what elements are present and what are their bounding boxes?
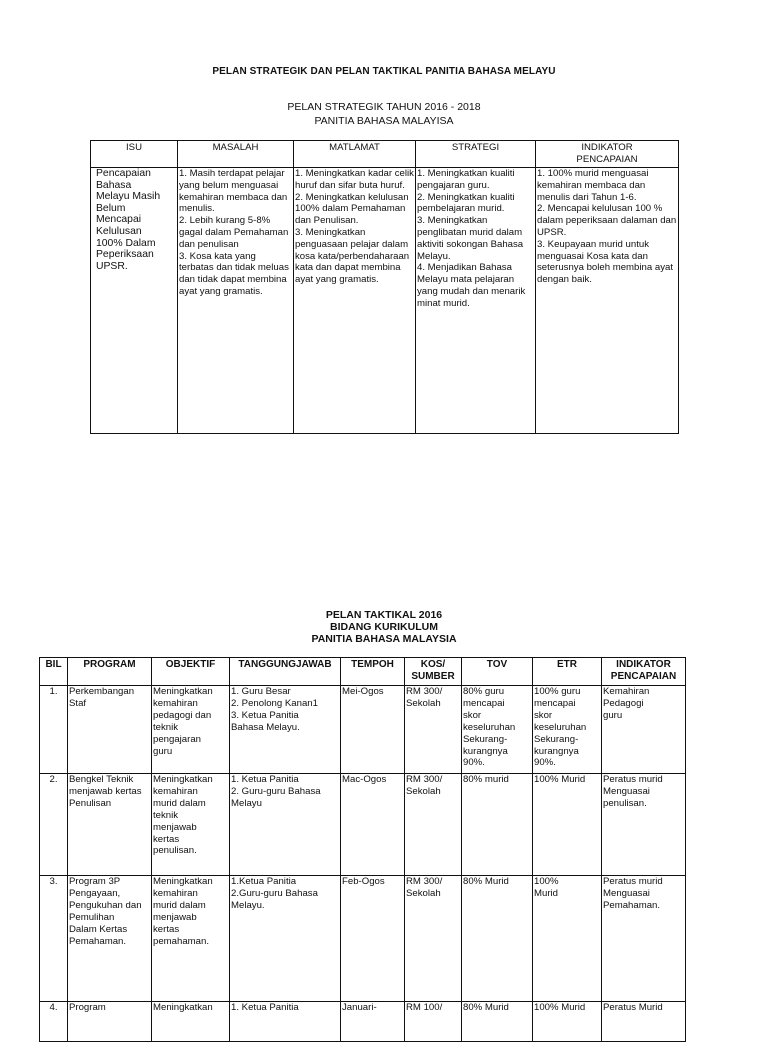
cell-masalah xyxy=(178,168,294,434)
strategi-item: 4. Menjadikan Bahasa Melayu mata pelajaran yang mudah dan menarik minat murid. xyxy=(417,262,526,309)
header-masalah: MASALAH xyxy=(178,141,294,168)
cell-indikator: Kemahiran Pedagogi guru xyxy=(602,686,686,774)
cell-program: Program 3P Pengayaan, Pengukuhan dan Pemulihan Dalam Kertas Pemahaman. xyxy=(68,876,152,1002)
cell-indikator: Peratus murid Menguasai penulisan. xyxy=(602,774,686,876)
header-tov: TOV xyxy=(462,658,533,686)
header-indikator-pencapaian: INDIKATOR PENCAPAIAN xyxy=(602,658,686,686)
cell-program: Perkembangan Staf xyxy=(68,686,152,774)
table-row xyxy=(40,876,686,1002)
header-tanggungjawab: TANGGUNGJAWAB xyxy=(230,658,341,686)
header-objektif: OBJEKTIF xyxy=(152,658,230,686)
cell-tov: 80% Murid xyxy=(462,876,533,1002)
header-kos-sumber: KOS/ SUMBER xyxy=(405,658,462,686)
tactical-plan-panel-name: PANITIA BAHASA MALAYSIA xyxy=(311,633,457,645)
cell-tanggungjawab: 1. Ketua Panitia 2. Guru-guru Bahasa Melayu xyxy=(230,774,341,876)
tactical-plan-title: PELAN TAKTIKAL 2016 xyxy=(325,609,443,621)
header-tempoh: TEMPOH xyxy=(341,658,405,686)
header-bil: BIL xyxy=(40,658,68,686)
cell-kos: RM 300/ Sekolah xyxy=(405,774,462,876)
cell-tempoh: Mei-Ogos xyxy=(341,686,405,774)
document-title: PELAN STRATEGIK DAN PELAN TAKTIKAL PANITIA BAHASA MELAYU xyxy=(212,66,556,77)
cell-tov: 80% Murid xyxy=(462,1002,533,1042)
strategi-item: 2. Meningkatkan kualiti pembelajaran murid. xyxy=(417,191,515,215)
cell-program: Program xyxy=(68,1002,152,1042)
indikator-item: 1. 100% murid menguasai kemahiran membaca dan menulis dari Tahun 1-6. xyxy=(537,168,649,203)
indikator-item: 3. Keupayaan murid untuk menguasai Kosa kata dan seterusnya boleh membina ayat dengan baik. xyxy=(537,238,673,286)
cell-tanggungjawab: 1. Ketua Panitia xyxy=(230,1002,341,1042)
cell-kos: RM 100/ xyxy=(405,1002,462,1042)
cell-tanggungjawab: 1. Guru Besar 2. Penolong Kanan1 3. Ketua Panitia Bahasa Melayu. xyxy=(230,686,341,774)
cell-objektif: Meningkatkan kemahiran murid dalam menjawab kertas pemahaman. xyxy=(152,876,230,1002)
header-matlamat: MATLAMAT xyxy=(294,141,416,168)
cell-etr: 100% Murid xyxy=(533,774,602,876)
table-row xyxy=(40,1002,686,1042)
matlamat-item: 1. Meningkatkan kadar celik huruf dan sifar buta huruf. xyxy=(295,168,414,191)
strategic-content-row xyxy=(91,168,679,434)
cell-tanggungjawab: 1.Ketua Panitia 2.Guru-guru Bahasa Melayu. xyxy=(230,876,341,1002)
strategi-item: 1. Meningkatkan kualiti pengajaran guru. xyxy=(417,168,515,191)
masalah-item: 1. Masih terdapat pelajar yang belum menguasai kemahiran membaca dan menulis. xyxy=(179,168,288,215)
cell-indikator: Peratus Murid xyxy=(602,1002,686,1042)
cell-isu: Pencapaian Bahasa Melayu Masih Belum Mencapai Kelulusan 100% Dalam Peperiksaan UPSR. xyxy=(91,168,178,434)
cell-strategi xyxy=(416,168,536,434)
cell-tempoh: Januari- xyxy=(341,1002,405,1042)
header-program: PROGRAM xyxy=(68,658,152,686)
cell-indikator xyxy=(536,168,679,434)
cell-program: Bengkel Teknik menjawab kertas Penulisan xyxy=(68,774,152,876)
strategic-plan-subtitle: PELAN STRATEGIK TAHUN 2016 - 2018 xyxy=(287,101,481,113)
cell-objektif: Meningkatkan kemahiran murid dalam teknik menjawab kertas penulisan. xyxy=(152,774,230,876)
tactical-plan-table xyxy=(39,657,686,1042)
strategic-plan-table xyxy=(90,140,679,434)
indikator-item: 2. Mencapai kelulusan 100 % dalam peperiksaan dalaman dan UPSR. xyxy=(537,203,677,238)
header-etr: ETR xyxy=(533,658,602,686)
header-isu: ISU xyxy=(91,141,178,168)
header-indikator-pencapaian: INDIKATOR PENCAPAIAN xyxy=(536,141,679,168)
header-strategi: STRATEGI xyxy=(416,141,536,168)
cell-tempoh: Feb-Ogos xyxy=(341,876,405,1002)
cell-bil: 3. xyxy=(40,876,68,1002)
masalah-item: 3. Kosa kata yang terbatas dan tidak meluas dan tidak dapat membina ayat yang gramatis. xyxy=(179,250,289,297)
strategic-header-row xyxy=(91,141,679,168)
cell-etr: 100% guru mencapai skor keseluruhan Sekurang- kurangnya 90%. xyxy=(533,686,602,774)
cell-objektif: Meningkatkan kemahiran pedagogi dan teknik pengajaran guru xyxy=(152,686,230,774)
matlamat-item: 3. Meningkatkan penguasaan pelajar dalam kosa kata/perbendaharaan kata dan dapat membina ayat yang gramatis. xyxy=(295,226,410,286)
cell-matlamat xyxy=(294,168,416,434)
masalah-item: 2. Lebih kurang 5-8% gagal dalam Pemahaman dan penulisan xyxy=(179,215,289,250)
table-row xyxy=(40,686,686,774)
cell-tov: 80% guru mencapai skor keseluruhan Sekurang- kurangnya 90%. xyxy=(462,686,533,774)
cell-tov: 80% murid xyxy=(462,774,533,876)
tactical-plan-field: BIDANG KURIKULUM xyxy=(330,621,438,633)
cell-tempoh: Mac-Ogos xyxy=(341,774,405,876)
cell-kos: RM 300/ Sekolah xyxy=(405,686,462,774)
cell-kos: RM 300/ Sekolah xyxy=(405,876,462,1002)
strategic-plan-panel-name: PANITIA BAHASA MALAYISA xyxy=(314,115,454,127)
strategi-item: 3. Meningkatkan penglibatan murid dalam aktiviti sokongan Bahasa Melayu. xyxy=(417,215,524,262)
cell-etr: 100% Murid xyxy=(533,1002,602,1042)
cell-indikator: Peratus murid Menguasai Pemahaman. xyxy=(602,876,686,1002)
table-row xyxy=(40,774,686,876)
tactical-header-row xyxy=(40,658,686,686)
cell-bil: 1. xyxy=(40,686,68,774)
matlamat-item: 2. Meningkatkan kelulusan 100% dalam Pemahaman dan Penulisan. xyxy=(295,191,409,227)
cell-etr: 100% Murid xyxy=(533,876,602,1002)
cell-objektif: Meningkatkan xyxy=(152,1002,230,1042)
cell-bil: 2. xyxy=(40,774,68,876)
cell-bil: 4. xyxy=(40,1002,68,1042)
